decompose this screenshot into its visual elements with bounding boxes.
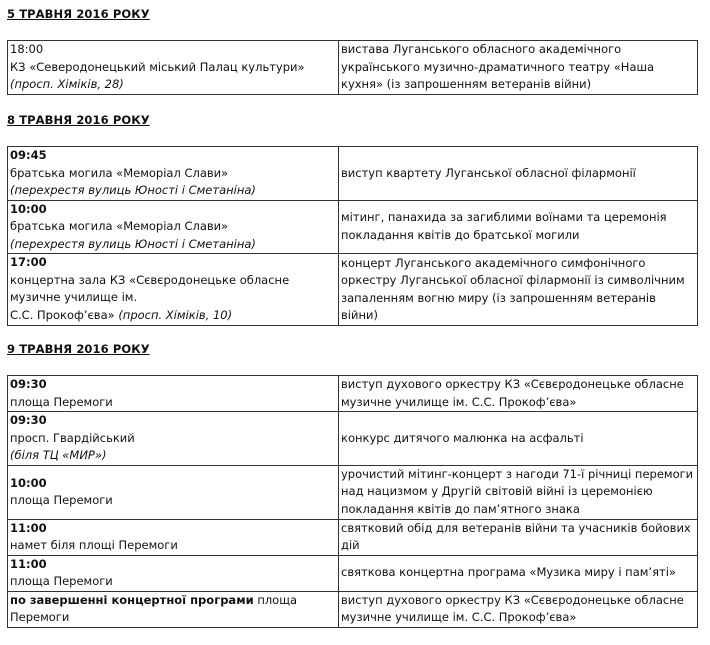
event-place-cell xyxy=(8,376,339,412)
event-address: (просп. Хіміків, 10) xyxy=(118,307,233,322)
event-address: (біля ТЦ «МИР») xyxy=(10,448,107,462)
event-description: урочистий мітинг-концерт з нагоди 71-ї річниці перемоги над нацизмом у Другій світовій війні із церемонією покладання квітів до пам’ятного знака xyxy=(339,465,698,519)
event-address: (перехрестя вулиць Юності і Сметаніна) xyxy=(10,183,256,197)
event-venue: просп. Гвардійський xyxy=(10,430,135,445)
event-time: 09:30 xyxy=(10,377,47,391)
event-description: святковий обід для ветеранів війни та учасників бойових дій xyxy=(339,519,698,555)
day-title-2: 8 ТРАВНЯ 2016 РОКУ xyxy=(7,113,150,127)
event-time: 10:00 xyxy=(10,475,47,490)
schedule-table-day-2 xyxy=(7,146,698,326)
schedule-table-day-1 xyxy=(7,40,698,95)
event-venue-line2: С.С. Прокоф’єва» xyxy=(10,307,115,322)
event-time: 18:00 xyxy=(10,42,44,56)
event-description: мітинг, панахида за загиблими воїнами та церемонія покладання квітів до братської могили xyxy=(339,200,698,254)
event-place-cell xyxy=(8,254,339,326)
event-venue: площа Перемоги xyxy=(10,592,298,624)
table-row xyxy=(8,147,698,201)
event-place-cell xyxy=(8,555,339,591)
event-description: святкова концертна програма «Музика миру і пам’яті» xyxy=(339,555,698,591)
event-place-cell xyxy=(8,465,339,519)
event-place-cell xyxy=(8,200,339,254)
event-time: 10:00 xyxy=(10,201,47,216)
event-venue: братська могила «Меморіал Слави» xyxy=(10,165,229,180)
event-venue: площа Перемоги xyxy=(10,394,113,409)
event-place-cell xyxy=(8,591,339,627)
event-time: 09:45 xyxy=(10,148,47,162)
table-row xyxy=(8,591,698,627)
event-description: виступ духового оркестру КЗ «Сєвєродонецьке обласне музичне училище ім. С.С. Прокоф’єва» xyxy=(339,376,698,412)
event-venue: площа Перемоги xyxy=(10,493,113,507)
table-row xyxy=(8,200,698,254)
table-row xyxy=(8,254,698,326)
event-venue: концертна зала КЗ «Сєвєродонецьке обласне музичне училище ім. xyxy=(10,272,290,304)
event-description: вистава Луганського обласного академічного українського музично-драматичного театру «Наша кухня» (із запрошенням ветеранів війни) xyxy=(339,41,698,95)
day-title-3: 9 ТРАВНЯ 2016 РОКУ xyxy=(7,342,150,356)
event-time: 17:00 xyxy=(10,255,47,269)
table-row xyxy=(8,555,698,591)
event-venue: намет біля площі Перемоги xyxy=(10,538,178,552)
table-row xyxy=(8,412,698,466)
event-time: 11:00 xyxy=(10,556,47,571)
event-venue: братська могила «Меморіал Слави» xyxy=(10,219,229,233)
table-row xyxy=(8,465,698,519)
event-address: (просп. Хіміків, 28) xyxy=(10,77,124,91)
event-description: концерт Луганського академічного симфонічного оркестру Луганської обласної філармонії із символічним запаленням вогню миру (із запрошенням ветеранів війни) xyxy=(339,254,698,326)
event-description: виступ квартету Луганської обласної філармонії xyxy=(339,147,698,201)
day-title-1: 5 ТРАВНЯ 2016 РОКУ xyxy=(7,7,150,21)
event-place-cell xyxy=(8,147,339,201)
table-row xyxy=(8,376,698,412)
event-place-cell xyxy=(8,412,339,466)
event-description: виступ духового оркестру КЗ «Сєвєродонецьке обласне музичне училище ім. С.С. Прокоф’єва» xyxy=(339,591,698,627)
table-row xyxy=(8,519,698,555)
event-time: по завершенні концертної програми xyxy=(10,592,254,607)
event-venue: площа Перемоги xyxy=(10,574,113,588)
event-address: (перехрестя вулиць Юності і Сметаніна) xyxy=(10,236,256,251)
event-place-cell xyxy=(8,519,339,555)
event-time: 09:30 xyxy=(10,413,47,427)
schedule-table-day-3 xyxy=(7,375,698,628)
table-row xyxy=(8,41,698,95)
event-time: 11:00 xyxy=(10,520,47,535)
event-place-cell xyxy=(8,41,339,95)
event-description: конкурс дитячого малюнка на асфальті xyxy=(339,412,698,466)
event-venue: КЗ «Северодонецький міський Палац культури» xyxy=(10,59,305,74)
